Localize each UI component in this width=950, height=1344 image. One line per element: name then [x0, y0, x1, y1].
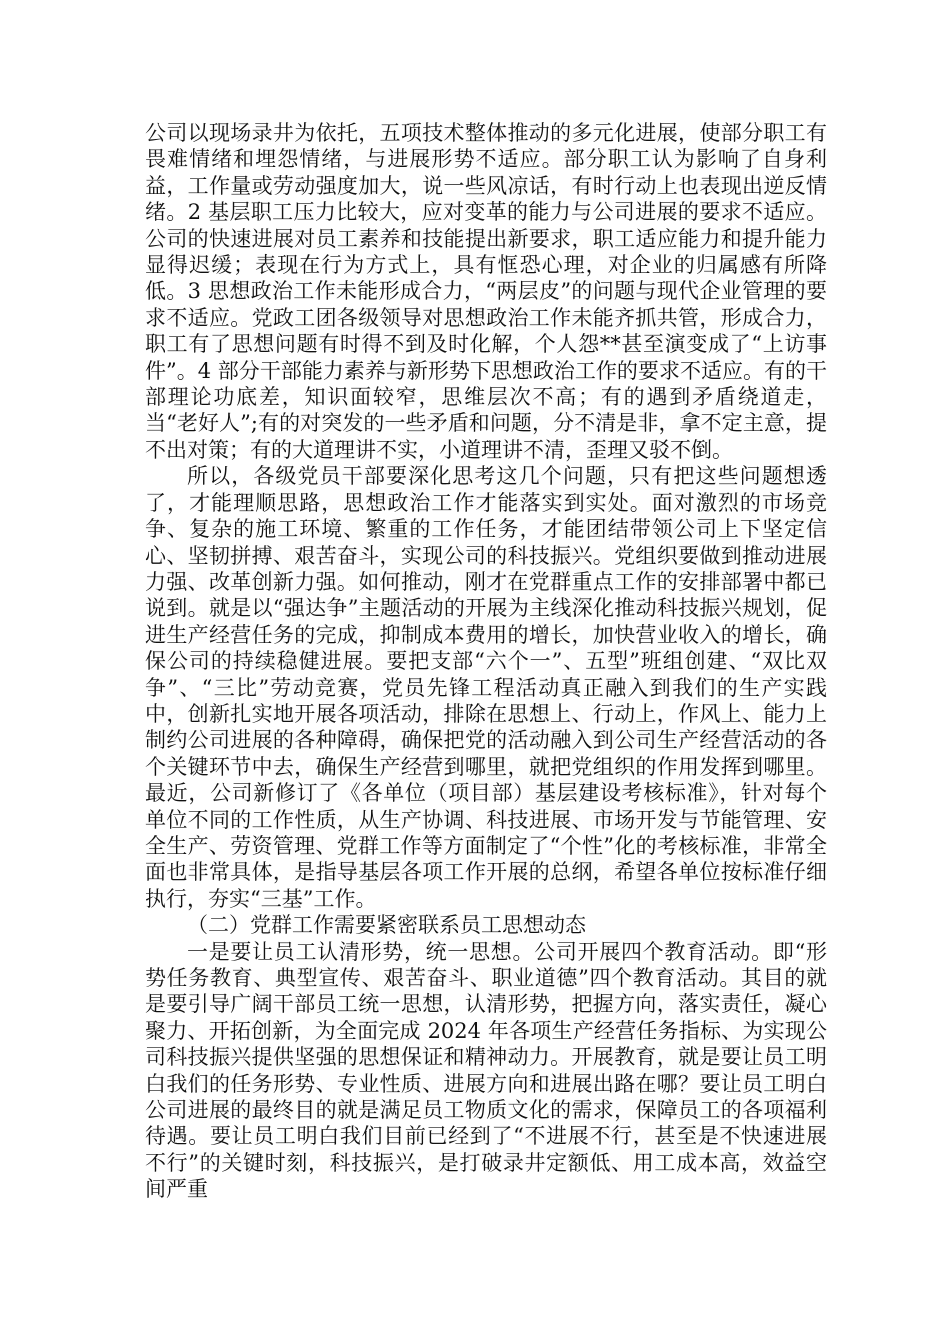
paragraph-therefore: 所以，各级党员干部要深化思考这几个问题，只有把这些问题想透了，才能理顺思路，思想政治工作才能落实到实处。面对激烈的市场竞争、复杂的施工环境、繁重的工作任务，才能团结带领公司上下坚定信心、坚韧拼搏、艰苦奋斗，实现公司的科技振兴。党组织要做到推动进展力强、改革创新力强。如何推动，刚才在党群重点工作的安排部署中都已说到。就是以“强达争”主题活动的开展为主线深化推动科技振兴规划，促进生产经营任务的完成，抑制成本费用的增长，加快营业收入的增长，确保公司的持续稳健进展。要把支部“六个一”、五型”班组创建、“双比双争”、“三比”劳动竞赛，党员先锋工程活动真正融入到我们的生产实践中，创新扎实地开展各项活动，排除在思想上、行动上，作风上、能力上制约公司进展的各种障碍，确保把党的活动融入到公司生产经营活动的各个关键环节中去，确保生产经营到哪里，就把党组织的作用发挥到哪里。最近，公司新修订了《各单位（项目部）基层建设考核标准》，针对每个单位不同的工作性质，从生产协调、科技进展、市场开发与节能管理、安全生产、劳资管理、党群工作等方面制定了“个性”化的考核标准，非常全面也非常具体，是指导基层各项工作开展的总纲，希望各单位按标准仔细执行，夯实“三基”工作。 [145, 464, 827, 911]
document-page [145, 120, 827, 1203]
paragraph-first-point: 一是要让员工认清形势，统一思想。公司开展四个教育活动。即“形势任务教育、典型宣传、艰苦奋斗、职业道德”四个教育活动。其目的就是要引导广阔干部员工统一思想，认清形势，把握方向，落实责任，凝心聚力、开拓创新，为全面完成 2024 年各项生产经营任务指标、为实现公司科技振兴提供坚强的思想保证和精神动力。开展教育，就是要让员工明白我们的任务形势、专业性质、进展方向和进展出路在哪？要让员工明白公司进展的最终目的就是满足员工物质文化的需求，保障员工的各项福利待遇。要让员工明白我们目前已经到了“不进展不行，甚至是不快速进展不行”的关键时刻，科技振兴，是打破录井定额低、用工成本高，效益空间严重 [145, 939, 827, 1202]
paragraph-problems: 公司以现场录井为依托，五项技术整体推动的多元化进展，使部分职工有畏难情绪和埋怨情绪，与进展形势不适应。部分职工认为影响了自身利益，工作量或劳动强度加大，说一些风凉话，有时行动上也表现出逆反情绪。2 基层职工压力比较大，应对变革的能力与公司进展的要求不适应。公司的快速进展对员工素养和技能提出新要求，职工适应能力和提升能力显得迟缓；表现在行为方式上，具有恇恐心理，对企业的归属感有所降低。3 思想政治工作未能形成合力，“两层皮”的问题与现代企业管理的要求不适应。党政工团各级领导对思想政治工作未能齐抓共管，形成合力，职工有了思想问题有时得不到及时化解，个人怨**甚至演变成了“上访事件”。4 部分干部能力素养与新形势下思想政治工作的要求不适应。有的干部理论功底差，知识面较窄，思维层次不高；有的遇到矛盾绕道走，当“老好人”;有的对突发的一些矛盾和问题，分不清是非，拿不定主意，提不出对策；有的大道理讲不实，小道理讲不清，歪理又驳不倒。 [145, 121, 827, 462]
section-heading: （二）党群工作需要紧密联系员工思想动态 [187, 913, 586, 938]
